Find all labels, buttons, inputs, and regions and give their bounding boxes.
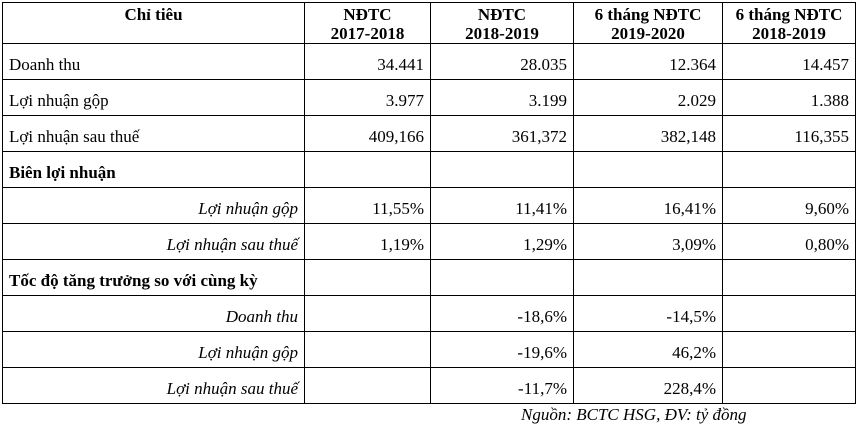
cell-value: -14,5% [574, 296, 723, 332]
cell-value: 3,09% [574, 224, 723, 260]
section-row [3, 152, 856, 188]
cell-value [723, 332, 856, 368]
cell-value [431, 260, 574, 296]
table-row [3, 188, 856, 224]
cell-value: 12.364 [574, 44, 723, 80]
cell-value [723, 152, 856, 188]
table-row [3, 296, 856, 332]
row-label: Lợi nhuận gộp [3, 332, 305, 368]
table-row [3, 368, 856, 404]
cell-value: -19,6% [431, 332, 574, 368]
cell-value [305, 152, 431, 188]
table-row [3, 80, 856, 116]
cell-value: 1.388 [723, 80, 856, 116]
header-col-3: 6 tháng NĐTC 2019-2020 [574, 3, 723, 44]
cell-value: 1,29% [431, 224, 574, 260]
header-label: Chỉ tiêu [3, 3, 305, 44]
cell-value: 9,60% [723, 188, 856, 224]
cell-value: 0,80% [723, 224, 856, 260]
table-row [3, 224, 856, 260]
cell-value: 361,372 [431, 116, 574, 152]
row-label: Lợi nhuận gộp [3, 188, 305, 224]
cell-value [723, 368, 856, 404]
row-label: Doanh thu [3, 296, 305, 332]
cell-value: 409,166 [305, 116, 431, 152]
section-heading: Tốc độ tăng trưởng so với cùng kỳ [3, 260, 305, 296]
cell-value: 16,41% [574, 188, 723, 224]
cell-value: 3.199 [431, 80, 574, 116]
row-label: Doanh thu [3, 44, 305, 80]
cell-value: 2.029 [574, 80, 723, 116]
cell-value: 382,148 [574, 116, 723, 152]
cell-value: 116,355 [723, 116, 856, 152]
row-label: Lợi nhuận sau thuế [3, 224, 305, 260]
cell-value [305, 296, 431, 332]
cell-value: 28.035 [431, 44, 574, 80]
cell-value: 46,2% [574, 332, 723, 368]
row-label: Lợi nhuận sau thuế [3, 368, 305, 404]
table-row [3, 332, 856, 368]
cell-value: 14.457 [723, 44, 856, 80]
cell-value: 1,19% [305, 224, 431, 260]
table-row [3, 44, 856, 80]
header-col-4: 6 tháng NĐTC 2018-2019 [723, 3, 856, 44]
cell-value [305, 260, 431, 296]
cell-value: 11,41% [431, 188, 574, 224]
cell-value [574, 260, 723, 296]
cell-value: 11,55% [305, 188, 431, 224]
cell-value [574, 152, 723, 188]
source-note: Nguồn: BCTC HSG, ĐV: tỷ đồng [521, 405, 747, 424]
financial-table [2, 2, 856, 404]
cell-value [723, 296, 856, 332]
section-row [3, 260, 856, 296]
cell-value [305, 368, 431, 404]
row-label: Lợi nhuận sau thuế [3, 116, 305, 152]
cell-value: 3.977 [305, 80, 431, 116]
cell-value: 228,4% [574, 368, 723, 404]
section-heading: Biên lợi nhuận [3, 152, 305, 188]
cell-value: -18,6% [431, 296, 574, 332]
cell-value [431, 152, 574, 188]
row-label: Lợi nhuận gộp [3, 80, 305, 116]
cell-value: -11,7% [431, 368, 574, 404]
header-row [3, 3, 856, 44]
cell-value [305, 332, 431, 368]
header-col-1: NĐTC 2017-2018 [305, 3, 431, 44]
header-col-2: NĐTC 2018-2019 [431, 3, 574, 44]
cell-value: 34.441 [305, 44, 431, 80]
table-row [3, 116, 856, 152]
cell-value [723, 260, 856, 296]
